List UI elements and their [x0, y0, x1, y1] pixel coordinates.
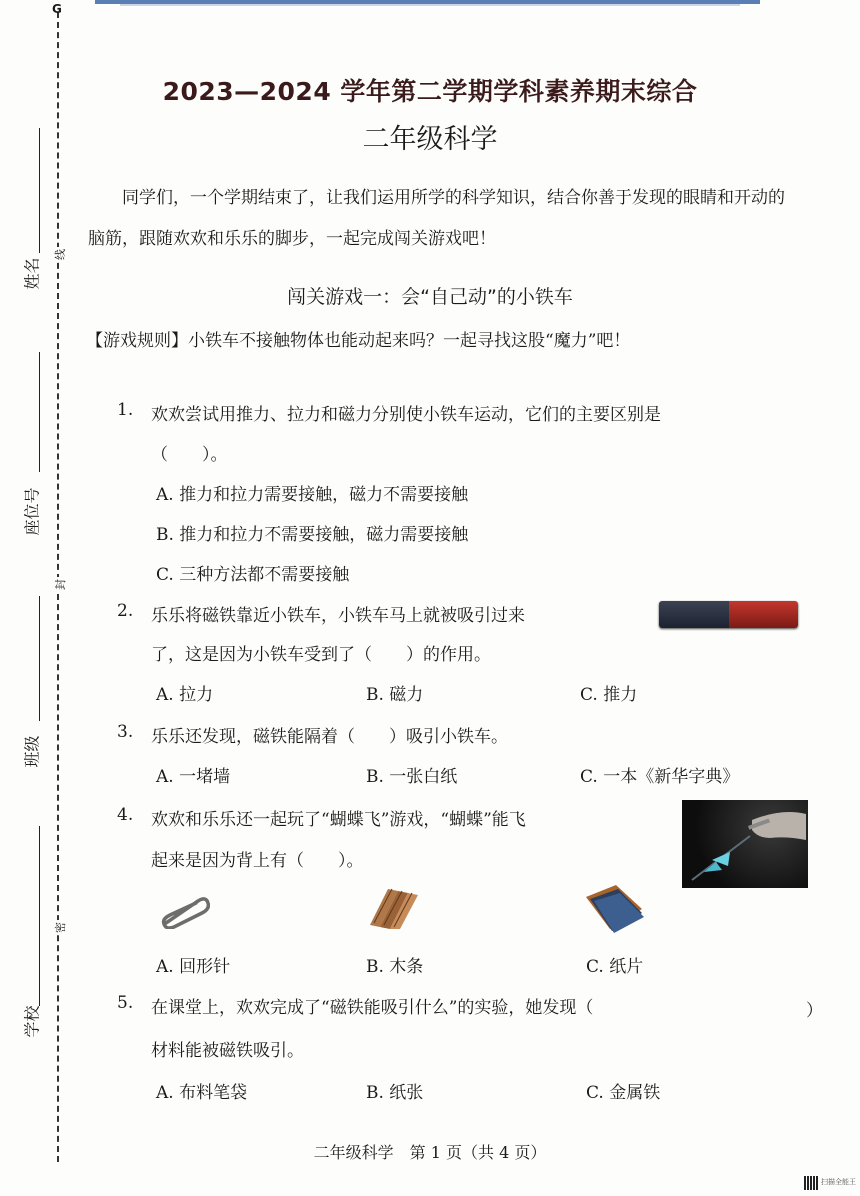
- q4-option-a[interactable]: A. 回形针: [156, 957, 231, 977]
- scanner-watermark: 扫描全能王: [821, 1178, 856, 1186]
- q3-option-b[interactable]: B. 一张白纸: [366, 767, 458, 787]
- intro-paragraph: 同学们，一个学期结束了，让我们运用所学的科学知识，结合你善于发现的眼睛和开动的脑筋，跟随欢欢和乐乐的脚步，一起完成闯关游戏吧！: [88, 188, 785, 249]
- q1-option-b[interactable]: B. 推力和拉力不需要接触，磁力需要接触: [156, 525, 469, 545]
- q1-option-c[interactable]: C. 三种方法都不需要接触: [156, 565, 350, 585]
- q2-option-b[interactable]: B. 磁力: [366, 685, 424, 705]
- q2-stem-line1: 乐乐将磁铁靠近小铁车，小铁车马上就被吸引过来: [151, 606, 525, 626]
- q4-number: 4.: [117, 805, 134, 825]
- butterfly-game-photo: [682, 800, 808, 888]
- gutter-letter: G: [52, 2, 62, 16]
- paper-cards-icon: [584, 883, 646, 939]
- q4-option-b[interactable]: B. 木条: [366, 957, 424, 977]
- q4-option-c[interactable]: C. 纸片: [586, 957, 644, 977]
- school-field-line[interactable]: [39, 826, 40, 1006]
- q3-stem[interactable]: 乐乐还发现，磁铁能隔着（ ）吸引小铁车。: [151, 727, 508, 747]
- seat-field-label: 座位号: [22, 487, 42, 536]
- school-field-label: 学校: [22, 1005, 42, 1038]
- q5-answer-paren-close: ）: [806, 1001, 823, 1021]
- q1-stem-line2[interactable]: （ ）。: [151, 445, 228, 465]
- bar-magnet-image: [659, 601, 798, 628]
- q2-stem-line2[interactable]: 了，这是因为小铁车受到了（ ）的作用。: [151, 645, 491, 665]
- top-border-shadow: [120, 4, 740, 6]
- game-rules: 【游戏规则】小铁车不接触物体也能动起来吗？一起寻找这股“魔力”吧！: [86, 331, 631, 351]
- page-footer: 二年级科学 第 1 页（共 4 页）: [313, 1143, 547, 1162]
- name-field-label: 姓名: [22, 257, 42, 290]
- seat-field-line[interactable]: [39, 352, 40, 472]
- q4-stem-line2[interactable]: 起来是因为背上有（ ）。: [151, 851, 364, 871]
- paperclip-icon: [158, 893, 210, 933]
- q1-stem-line1: 欢欢尝试用推力、拉力和磁力分别使小铁车运动，它们的主要区别是: [151, 405, 661, 425]
- q3-number: 3.: [117, 722, 134, 742]
- gutter-mark-seal: 封: [54, 579, 67, 590]
- q3-option-c[interactable]: C. 一本《新华字典》: [580, 767, 740, 787]
- q5-stem-line1[interactable]: 在课堂上，欢欢完成了“磁铁能吸引什么”的实验，她发现（: [151, 998, 594, 1018]
- gutter-mark-line: 线: [54, 249, 67, 260]
- q4-stem-line1: 欢欢和乐乐还一起玩了“蝴蝶飞”游戏，“蝴蝶”能飞: [151, 810, 526, 830]
- q3-option-a[interactable]: A. 一堵墙: [156, 767, 231, 787]
- q1-option-a[interactable]: A. 推力和拉力需要接触，磁力不需要接触: [156, 485, 469, 505]
- q5-number: 5.: [117, 993, 134, 1013]
- q2-option-a[interactable]: A. 拉力: [156, 685, 214, 705]
- q5-stem-line2: 材料能被磁铁吸引。: [151, 1041, 304, 1061]
- class-field-line[interactable]: [39, 596, 40, 721]
- q5-option-b[interactable]: B. 纸张: [366, 1083, 424, 1103]
- section-title: 闯关游戏一：会“自己动”的小铁车: [287, 286, 573, 308]
- q5-option-c[interactable]: C. 金属铁: [586, 1083, 661, 1103]
- q5-option-a[interactable]: A. 布料笔袋: [156, 1083, 248, 1103]
- q2-number: 2.: [117, 601, 134, 621]
- wood-strip-icon: [366, 885, 420, 933]
- exam-subtitle: 二年级科学: [362, 124, 498, 155]
- q1-number: 1.: [117, 400, 134, 420]
- gutter-mark-secret: 密: [54, 922, 67, 933]
- class-field-label: 班级: [22, 735, 42, 768]
- exam-title: 2023—2024 学年第二学期学科素养期末综合: [162, 77, 698, 106]
- q2-option-c[interactable]: C. 推力: [580, 685, 638, 705]
- qr-code-icon: [804, 1176, 818, 1190]
